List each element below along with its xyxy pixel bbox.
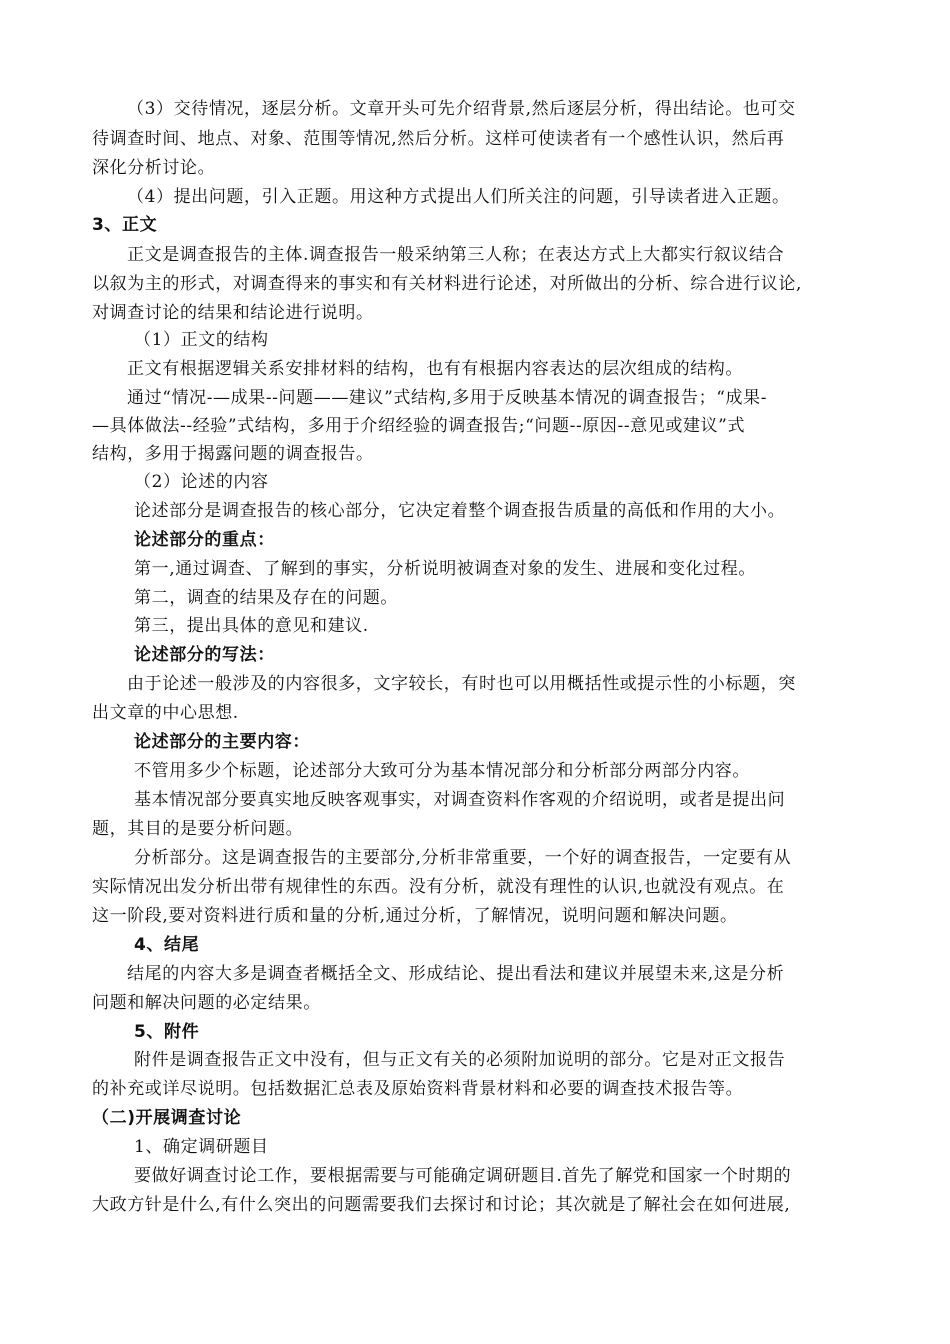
section-heading: （二)开展调查讨论 <box>92 1108 242 1128</box>
section-heading: 3、正文 <box>92 215 158 235</box>
text-line: 题，其目的是要分析问题。 <box>92 819 304 839</box>
text-line: 附件是调查报告正文中没有，但与正文有关的必须附加说明的部分。它是对正文报告 <box>134 1050 786 1070</box>
text-line: 大政方针是什么,有什么突出的问题需要我们去探讨和讨论；其次就是了解社会在如何进展, <box>92 1195 791 1215</box>
text-line: 对调查讨论的结果和结论进行说明。 <box>92 303 374 323</box>
text-line: 深化分析讨论。 <box>92 158 216 178</box>
text-line: 待调查时间、地点、对象、范围等情况,然后分析。这样可使读者有一个感性认识，然后再 <box>92 129 785 149</box>
section-heading: 4、结尾 <box>134 935 200 955</box>
text-line: 问题和解决问题的必定结果。 <box>92 993 321 1013</box>
text-line: 第三，提出具体的意见和建议. <box>134 616 369 636</box>
text-line: 出文章的中心思想. <box>92 703 239 723</box>
text-line: （3）交待情况，逐层分析。文章开头可先介绍背景,然后逐层分析，得出结论。也可交 <box>127 99 796 119</box>
text-line: 这一阶段,要对资料进行质和量的分析,通过分析，了解情况，说明问题和解决问题。 <box>92 906 738 926</box>
section-heading: 5、附件 <box>134 1022 200 1042</box>
text-line: 分析部分。这是调查报告的主要部分,分析非常重要，一个好的调查报告，一定要有从 <box>134 848 792 868</box>
text-line: 由于论述一般涉及的内容很多，文字较长，有时也可以用概括性或提示性的小标题，突 <box>127 674 796 694</box>
subsection-heading: 1、确定调研题目 <box>134 1137 269 1157</box>
text-line: 的补充或详尽说明。包括数据汇总表及原始资料背景材料和必要的调查技术报告等。 <box>92 1079 744 1099</box>
text-line: 正文有根据逻辑关系安排材料的结构，也有有根据内容表达的层次组成的结构。 <box>127 359 743 379</box>
bold-label: 论述部分的重点： <box>134 530 275 550</box>
text-line: —具体做法--经验”式结构，多用于介绍经验的调查报告;“问题--原因--意见或建议”式 <box>92 416 746 436</box>
subsection-heading: （1）正文的结构 <box>134 330 269 350</box>
text-line: 要做好调查讨论工作，要根据需要与可能确定调研题目.首先了解党和国家一个时期的 <box>134 1166 792 1186</box>
text-line: 论述部分是调查报告的核心部分，它决定着整个调查报告质量的高低和作用的大小。 <box>134 501 786 521</box>
text-line: 不管用多少个标题，论述部分大致可分为基本情况部分和分析部分两部分内容。 <box>134 761 750 781</box>
bold-label: 论述部分的写法： <box>134 645 275 665</box>
text-line: 基本情况部分要真实地反映客观事实，对调查资料作客观的介绍说明，或者是提出问 <box>134 790 786 810</box>
text-line: 第二，调查的结果及存在的问题。 <box>134 588 398 608</box>
text-line: 正文是调查报告的主体.调查报告一般采纳第三人称；在表达方式上大都实行叙议结合 <box>127 245 785 265</box>
text-line: 实际情况出发分析出带有规律性的东西。没有分析，就没有理性的认识,也就没有观点。在 <box>92 877 785 897</box>
bold-label: 论述部分的主要内容： <box>134 732 310 752</box>
text-line: 第一,通过调查、了解到的事实，分析说明被调查对象的发生、进展和变化过程。 <box>134 559 757 579</box>
text-line: 结构，多用于揭露问题的调查报告。 <box>92 444 374 464</box>
text-line: 结尾的内容大多是调查者概括全文、形成结论、提出看法和建议并展望未来,这是分析 <box>127 964 785 984</box>
text-line: 以叙为主的形式，对调查得来的事实和有关材料进行论述，对所做出的分析、综合进行议论, <box>92 274 803 294</box>
text-line: 通过“情况-—成果--问题——建议”式结构,多用于反映基本情况的调查报告；“成果- <box>127 388 768 408</box>
text-line: （4）提出问题，引入正题。用这种方式提出人们所关注的问题，引导读者进入正题。 <box>127 187 790 207</box>
subsection-heading: （2）论述的内容 <box>134 472 269 492</box>
